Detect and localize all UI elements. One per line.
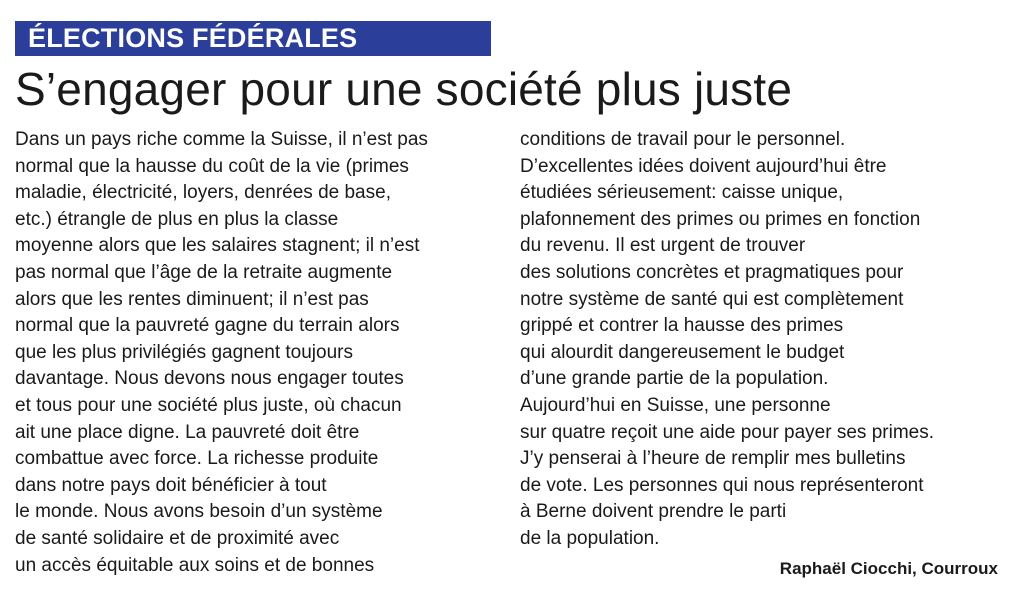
- body-line: D’excellentes idées doivent aujourd’hui être: [520, 155, 887, 177]
- body-line: qui alourdit dangereusement le budget: [520, 341, 845, 363]
- body-line: des solutions concrètes et pragmatiques pour: [520, 261, 904, 283]
- body-line: de vote. Les personnes qui nous représenteront: [520, 474, 924, 496]
- body-line: un accès équitable aux soins et de bonnes: [15, 554, 375, 576]
- body-line: d’une grande partie de la population.: [520, 368, 829, 390]
- author-signature: Raphaël Ciocchi, Courroux: [779, 559, 998, 578]
- body-line: dans notre pays doit bénéficier à tout: [15, 474, 327, 496]
- body-line: de santé solidaire et de proximité avec: [15, 527, 340, 549]
- body-line: grippé et contrer la hausse des primes: [520, 315, 844, 337]
- body-line: J’y penserai à l’heure de remplir mes bulletins: [520, 448, 906, 470]
- body-line: et tous pour une société plus juste, où chacun: [15, 394, 402, 416]
- body-line: normal que la hausse du coût de la vie (primes: [15, 155, 409, 177]
- body-line: du revenu. Il est urgent de trouver: [520, 235, 806, 257]
- body-line: que les plus privilégiés gagnent toujours: [15, 341, 353, 363]
- body-line: combattue avec force. La richesse produite: [15, 448, 379, 470]
- body-line: conditions de travail pour le personnel.: [520, 129, 846, 150]
- body-line: plafonnement des primes ou primes en fonction: [520, 208, 921, 230]
- body-line: maladie, électricité, loyers, denrées de base,: [15, 182, 391, 204]
- body-column-left: [15, 127, 510, 579]
- body-line: etc.) étrangle de plus en plus la classe: [15, 208, 339, 230]
- body-line: normal que la pauvreté gagne du terrain alors: [15, 315, 400, 337]
- body-line: étudiées sérieusement: caisse unique,: [520, 182, 844, 204]
- body-line: ait une place digne. La pauvreté doit être: [15, 421, 360, 443]
- body-line: sur quatre reçoit une aide pour payer ses primes.: [520, 421, 934, 443]
- body-line: de la population.: [520, 527, 660, 549]
- body-line: à Berne doivent prendre le parti: [520, 501, 787, 523]
- section-kicker: ÉLECTIONS FÉDÉRALES: [15, 21, 491, 56]
- body-line: alors que les rentes diminuent; il n’est pas: [15, 288, 369, 310]
- body-column-right: [520, 127, 1010, 553]
- body-line: pas normal que l’âge de la retraite augmente: [15, 261, 393, 283]
- article-headline: S’engager pour une société plus juste: [15, 63, 793, 115]
- body-line: Aujourd’hui en Suisse, une personne: [520, 394, 831, 416]
- body-line: le monde. Nous avons besoin d’un système: [15, 501, 383, 523]
- body-line: davantage. Nous devons nous engager toutes: [15, 368, 404, 390]
- body-line: notre système de santé qui est complètement: [520, 288, 904, 310]
- body-line: Dans un pays riche comme la Suisse, il n’est pas: [15, 129, 428, 150]
- body-line: moyenne alors que les salaires stagnent; il n’est: [15, 235, 420, 257]
